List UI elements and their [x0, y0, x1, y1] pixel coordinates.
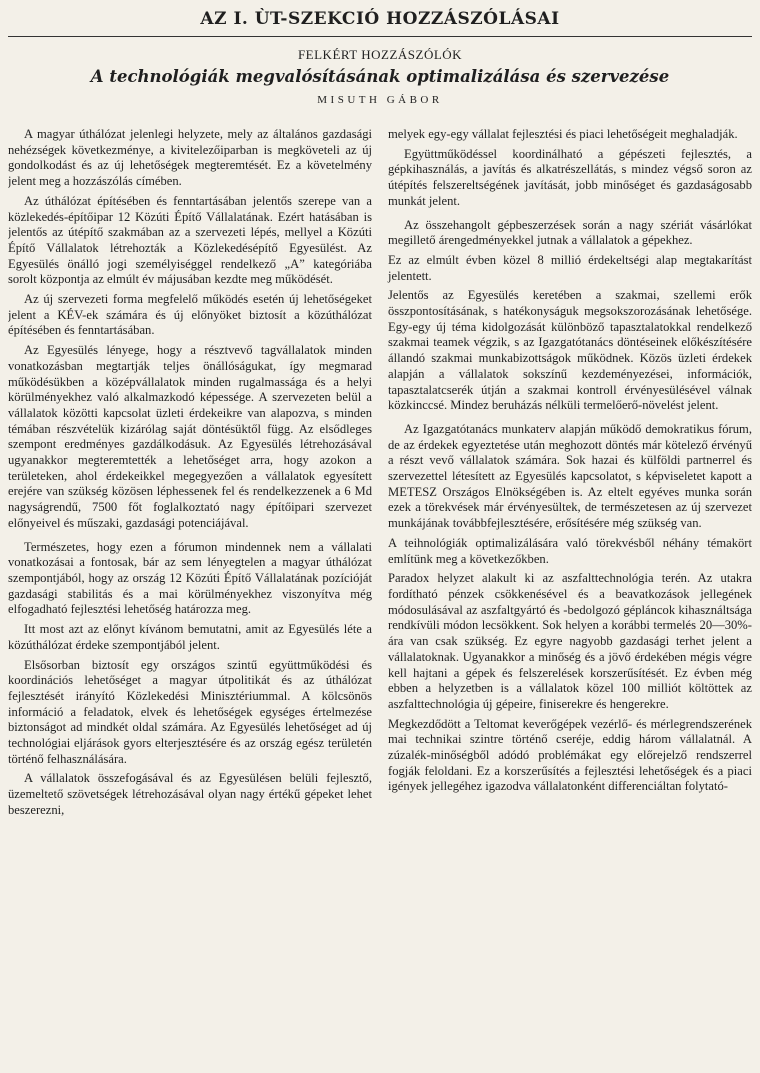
section-title: AZ I. ÙT-SZEKCIÓ HOZZÁSZÓLÁSAI	[200, 9, 560, 29]
subhead: FELKÉRT HOZZÁSZÓLÓK	[297, 47, 463, 62]
left-column	[8, 127, 372, 1057]
paragraph: A vállalatok összefogásával és az Egyesülésen belüli fejlesztő, üzemeltető szövetségek létrehozásával olyan nagy értékű gépeket lehet beszerezni,	[8, 771, 372, 817]
article-title: A technológiák megvalósításának optimalizálása és szervezése	[90, 67, 670, 86]
paragraph: Az Egyesülés lényege, hogy a résztvevő tagvállalatok minden vonatkozásban megtartják teljes önállóságukat, így megmarad működésükben a középvállalatok minden rugalmassága és a helyi körülményekhez való alkalmazkodó képessége. A szervezeten belül a vállalatok közötti kapcsolat üzleti érdekeikre van alapozva, s minden témában részvételük kizárólag saját döntésüktől függ. Az elsődleges szempont eredményes gazdálkodásuk. Az Egyesülés létrehozásával ugyanakkor megteremtették a lehetőséget arra, hogy azokon a területeken, ahol érdekeikkel megegyezően a vállalatok egyesített erejére van szükség közösen léphessenek fel és rendelkezzenek a 6 Md nagyságrendű, 7500 főt foglalkoztató nagy építőipari szervezet előnyeivel és műszaki, gazdasági potenciájával.	[8, 343, 372, 530]
paragraph: Természetes, hogy ezen a fórumon mindennek nem a vállalati vonatkozásai a fontosak, bár az sem lényegtelen a magyar úthálózat szempontjából, hogy az ország 12 Közúti Építő Vállalatának pozícióját gazdasági stabilitás és a mai körülményekhez viszonyítva még elfogadható fejlesztési lehetőség határozza meg.	[8, 539, 372, 617]
article-body	[8, 127, 752, 1057]
paragraph: Az új szervezeti forma megfelelő működés esetén új lehetőségeket jelent a KÉV-ek számára és új előnyöket biztosít a közúthálózat építésében és fenntartásában.	[8, 292, 372, 338]
paragraph: melyek egy-egy vállalat fejlesztési és piaci lehetőségeit meghaladják.	[388, 127, 738, 141]
paragraph: Az Igazgatótanács munkaterv alapján működő demokratikus fórum, de az érdekek egyeztetése után meghozott döntés már kötelező érvényű a részt vevő vállalatok számára. Sok hazai és külföldi partnerrel és szervezettel létesített az Egyesülés kapcsolatot, s képviseletet kapott a METESZ Országos Elnökségében is. Az eltelt egyéves munka során ezek a törekvések már érvényesültek, de természetesen az új szervezet munkájának továbbfejlesztésére, erősítésére még szükség van.	[388, 421, 752, 531]
author: MISUTH GÁBOR	[317, 94, 443, 106]
paragraph: A teihnológiák optimalizálására való törekvésből néhány témakört említünk meg a következőkben.	[388, 535, 752, 566]
paragraph: Az úthálózat építésében és fenntartásában jelentős szerepe van a közlekedés-építőipar 12 Közúti Építő Vállalatának. Ezért hatásában is jelentős az útépítő szakmában az a szervezeti lépés, mellyel a Közúti Építő Vállalatok létrehozták a Közlekedésépítő Egyesülést. Az Egyesülés önálló jogi személyiséggel rendelkező „A” kategóriába sorolt központja az elmúlt év májusában kezdte meg működését.	[8, 193, 372, 287]
title-rule	[8, 36, 752, 37]
paragraph: Paradox helyzet alakult ki az aszfalttechnológia terén. Az utakra fordítható pénzek csökkenésével és a beavatkozások jellegének módosulásával az aszfaltgyártó és -bedolgozó gépláncok kihasználtsága rendkívüli módon lecsökkent. Sok helyen a korábbi termelés 20—30%-ára van csak szükség. Ez egyre nagyobb gazdasági terhet jelent a vállalatoknak. Ugyanakkor a minőség és a jövő érdekében mégis végre kell hajtani a gépek és felszerelések korszerűsítését. Ez évben még ebben a helyzetben is a vállalatok közel 100 milliót költöttek az aszfalttechnológia új gépeire, finiserekre és hengerekre.	[388, 571, 752, 711]
paragraph: Itt most azt az előnyt kívánom bemutatni, amit az Egyesülés léte a közúthálózat érdeke szempontjából jelent.	[8, 622, 372, 652]
paragraph: Elsősorban biztosít egy országos szintű együttműködési és koordinációs lehetőséget a magyar útpolitikát és az úthálózat fejlesztését irányító Közlekedési Minisztériummal. A kölcsönös információ a feladatok, elvek és lehetőségek egységes értelmezése biztonságot ad mindkét oldal számára. Az Egyesülés lehetőséget ad új technológiai eljárások gyors elterjesztésére és az ország egész területén történő felhasználására.	[8, 657, 372, 766]
paragraph: Az összehangolt gépbeszerzések során a nagy szériát vásárlókat megillető árengedményekkel jutnak a vállalatok a gépekhez.	[388, 217, 752, 248]
paragraph: Ez az elmúlt évben közel 8 millió érdekeltségi alap megtakarítást jelentett.	[388, 252, 752, 283]
paragraph: Megkezdődött a Teltomat keverőgépek vezérlő- és mérlegrendszerének mai technikai szintre történő cseréje, eddig három vállalatnál. A zúzalék-minőségből adódó problémákat egy előrejelző rendszerrel fogják feloldani. Ez a korszerűsítés a fejlesztési lehetőségek és a piaci igények jellegéhez igazodva vállalatonként differenciáltan folytató-	[388, 716, 752, 794]
right-column	[388, 127, 752, 1057]
paragraph: Jelentős az Egyesülés keretében a szakmai, szellemi erők összpontosításának, s hatékonyságuk megsokszorozásának lehetősége. Egy-egy új téma kidolgozását különböző tapasztalatokkal rendelkező szakmai teamek végzik, s az Igazgatótanács döntéseinek előkészítésére állandó szakmai munkabizottságok működnek. Közös üzleti érdekek alapján a vállalatok sokszínű kezdeményezései, információk, tapasztalatcserék útján a szakmai kontroll érvényesülésével válnak közkinccsé. Mindez beruházás nélküli termelőerő-növelést jelent.	[388, 288, 752, 413]
paragraph: Együttműködéssel koordinálható a gépészeti fejlesztés, a gépkihasználás, a javítás és alkatrészellátás, s mindez végső soron az útépítés felszereltségének javítását, jobb minőséget és gazdaságosabb munkát jelent.	[388, 146, 752, 208]
paragraph: A magyar úthálózat jelenlegi helyzete, mely az általános gazdasági nehézségek következménye, a kivitelezőiparban is megköveteli az új gondolkodást és az új lehetőségek megteremtését. Ez a követelmény jelent meg a hozzászólás címében.	[8, 127, 372, 189]
